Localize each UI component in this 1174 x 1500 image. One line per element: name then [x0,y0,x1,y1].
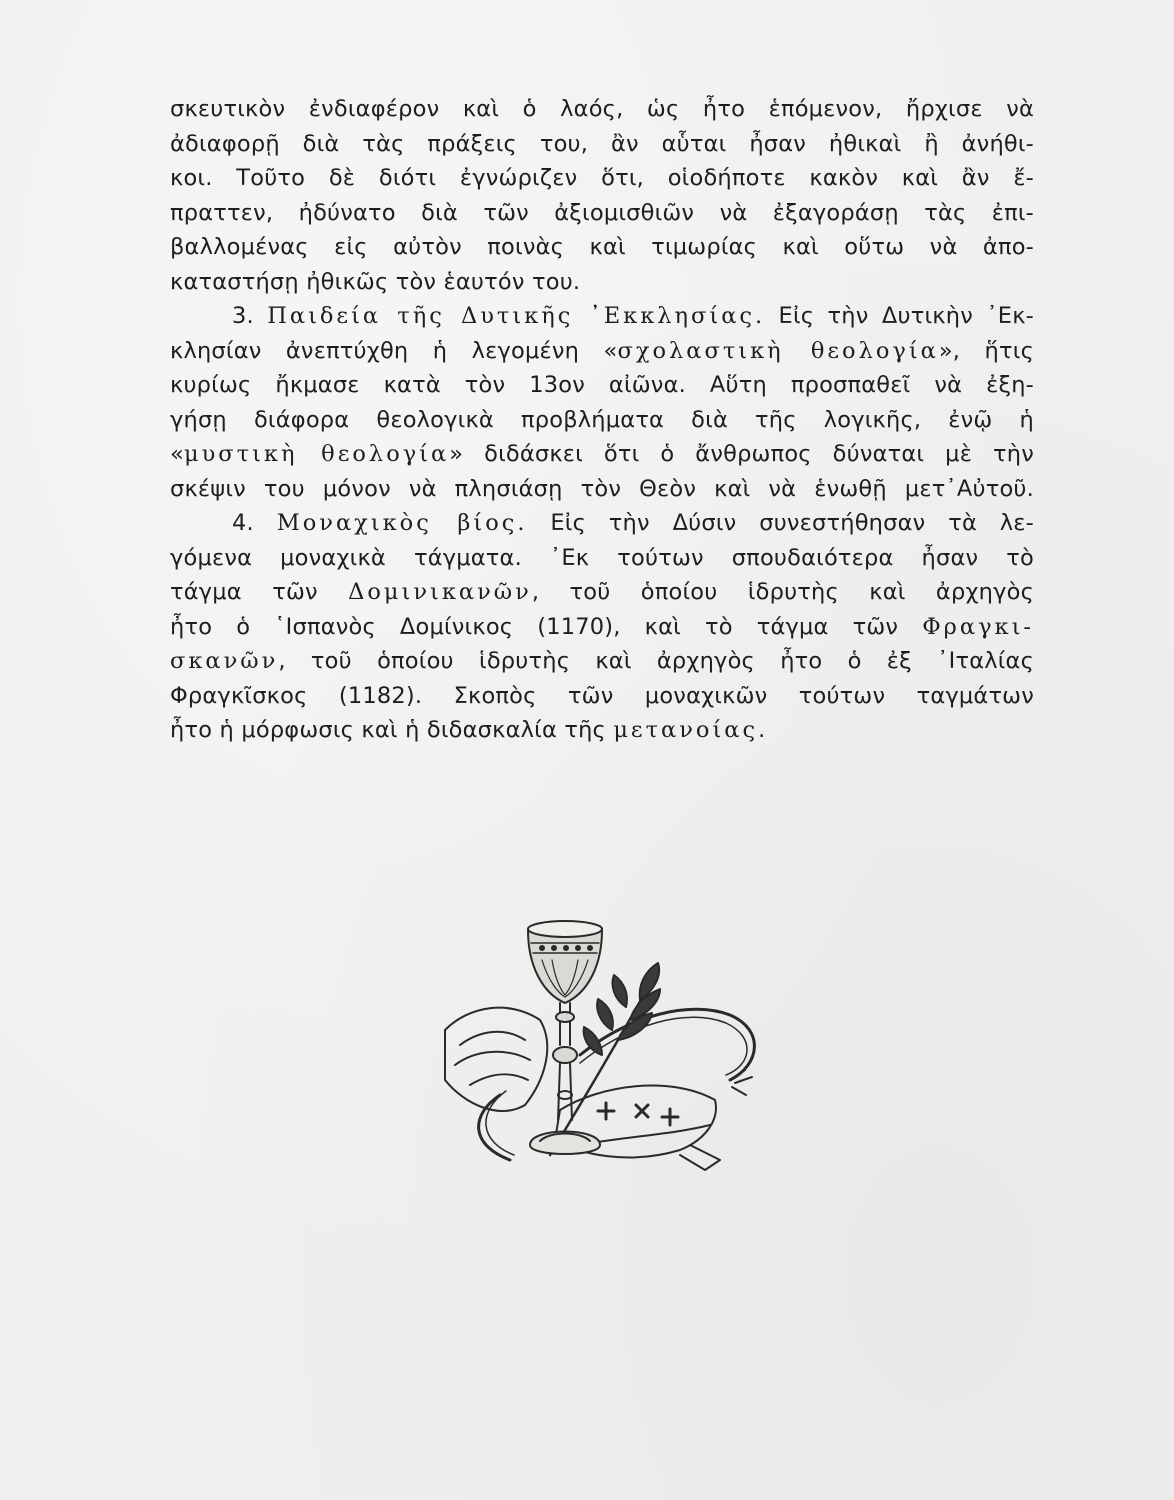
emphasized-term: μυστικὴ θεολογία [183,441,450,467]
text-line: πραττεν, ἠδύνατο διὰ τῶν ἀξιομισθιῶν νὰ ἐξαγοράσῃ τὰς ἐπι- [170,199,1034,226]
text-line [170,610,1034,645]
paragraph-4-monastic-life [170,506,1034,748]
emphasized-term: σκανῶν [170,648,279,674]
text-segment: », ἥτις [938,337,1034,364]
text-line: κυρίως ἤκμασε κατὰ τὸν 13ον αἰῶνα. Αὕτη προσπαθεῖ νὰ ἐξη- [170,372,1034,398]
section-heading: Παιδεία τῆς Δυτικῆς ᾿Εκκλησίας. [267,303,766,329]
text-segment: κλησίαν ἀνεπτύχθη ἡ λεγομένη « [170,337,618,364]
text-line [170,644,1034,679]
text-line [170,437,1034,472]
text-line: Φραγκῖσκος (1182). Σκοπὸς τῶν μοναχικῶν τούτων ταγμάτων [170,682,1034,709]
section-heading: Μοναχικὸς βίος. [276,510,528,536]
emphasized-term: μετανοίας [613,717,759,743]
chalice-illustration [430,905,760,1185]
text-segment: τάγμα τῶν [170,579,318,605]
emphasized-term: Φραγκι- [922,613,1035,640]
text-segment: Εἰς τὴν Δυτικὴν ᾿Εκ- [778,303,1034,329]
text-line: σκευτικὸν ἐνδιαφέρον καὶ ὁ λαός, ὡς ἦτο ἑπόμενον, ἤρχισε νὰ [170,96,1034,122]
text-line: γήσῃ διάφορα θεολογικὰ προβλήματα διὰ τῆς λογικῆς, ἐνῷ ἡ [170,406,1034,433]
text-segment: Εἰς τὴν Δύσιν συνεστήθησαν τὰ λε- [550,510,1034,536]
section-number: 4. [232,510,254,536]
text-line: σκέψιν του μόνον νὰ πλησιάσῃ τὸν Θεὸν καὶ νὰ ἑνωθῇ μετ᾿Αὐτοῦ. [170,475,1034,502]
text-line [170,299,1034,334]
paragraph-continuation [170,92,1034,299]
text-segment: » διδάσκει ὅτι ὁ ἄνθρωπος δύναται μὲ τὴν [449,441,1034,467]
emphasized-term: Δομινικανῶν [348,579,532,605]
text-line: ἀδιαφορῇ διὰ τὰς πράξεις του, ἂν αὗται ἦσαν ἠθικαὶ ἢ ἀνήθι- [170,130,1034,157]
section-number: 3. [232,303,254,329]
text-line: βαλλομένας εἰς αὐτὸν ποινὰς καὶ τιμωρίας καὶ οὕτω νὰ ἀπο- [170,234,1034,260]
text-segment: . [758,717,766,743]
text-line: γόμενα μοναχικὰ τάγματα. ᾿Εκ τούτων σπουδαιότερα ἦσαν τὸ [170,544,1034,571]
paragraph-3-western-church-education [170,299,1034,506]
text-line [170,713,1034,748]
emphasized-term: σχολαστικὴ θεολογία [617,337,939,364]
text-segment: « [170,441,184,467]
text-segment: , τοῦ ὁποίου ἱδρυτὴς καὶ ἀρχηγὸς ἦτο ὁ ἐξ ᾿Ιταλίας [278,648,1034,674]
text-segment: ἦτο ἡ μόρφωσις καὶ ἡ διδασκαλία τῆς [170,717,606,743]
text-line [170,575,1034,610]
text-line [170,506,1034,541]
text-line: καταστήσῃ ἠθικῶς τὸν ἑαυτόν του. [170,268,581,295]
text-segment: , τοῦ ὁποίου ἱδρυτὴς καὶ ἀρχηγὸς [531,579,1034,605]
text-segment: ἦτο ὁ ῾Ισπανὸς Δομίνικος (1170), καὶ τὸ τάγμα τῶν [170,613,899,640]
text-line: κοι. Τοῦτο δὲ διότι ἐγνώριζεν ὅτι, οἱοδήποτε κακὸν καὶ ἂν ἔ- [170,165,1034,191]
body-text [170,92,1034,748]
text-line [170,334,1034,369]
